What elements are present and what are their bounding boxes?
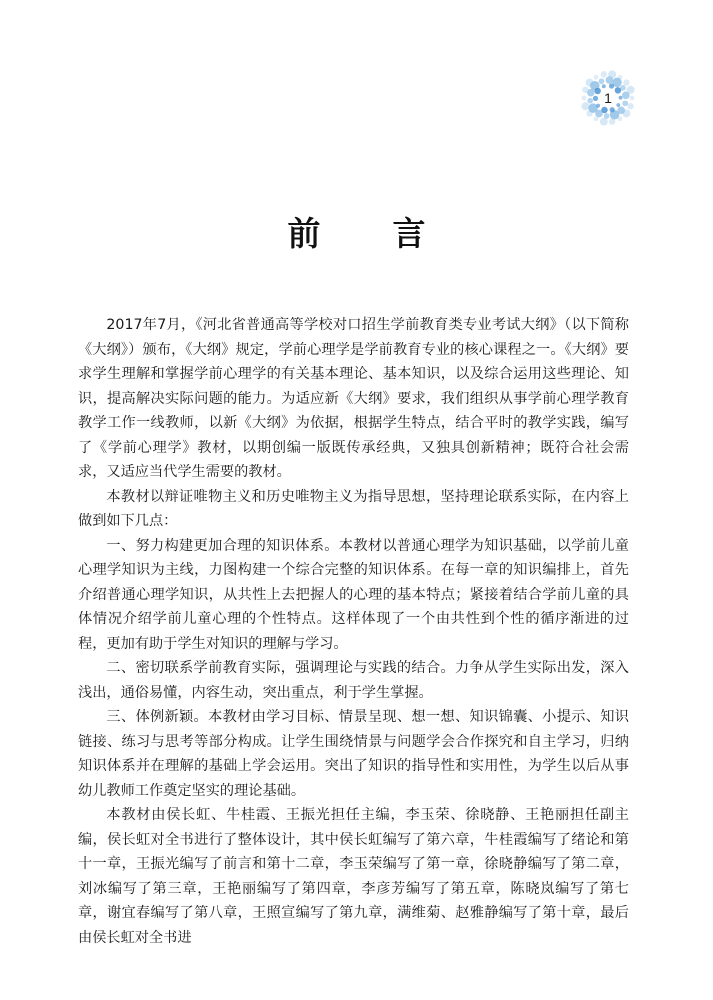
page-number: 1 — [604, 90, 612, 106]
paragraph-authors: 本教材由侯长虹、牛桂霞、王振光担任主编，李玉荣、徐晓静、王艳丽担任副主编，侯长虹对全书进行了整体设计，其中侯长虹编写了第六章，牛桂霞编写了绪论和第十一章，王振光编写了前言和第十二章，李玉荣编写了第一章，徐晓静编写了第二章，刘冰编写了第三章，王艳丽编写了第四章，李彦芳编写了第五章，陈晓岚编写了第七章，谢宜春编写了第八章，王照宣编写了第九章，满维菊、赵雅静编写了第十章，最后由侯长虹对全书进 — [78, 807, 629, 946]
paragraph-intro: 2017年7月，《河北省普通高等学校对口招生学前教育类专业考试大纲》（以下简称《大纲》）颁布，《大纲》规定，学前心理学是学前教育专业的核心课程之一。《大纲》要求学生理解和掌握学前心理学的有关基本理论、基本知识，以及综合运用这些理论、知识，提高解决实际问题的能力。为适应新《大纲》要求，我们组织从事学前心理学教育教学工作一线教师，以新《大纲》为依据，根据学生特点，结合平时的教学实践，编写了《学前心理学》教材，以期创编一版既传承经典，又独具创新精神；既符合社会需求，又适应当代学生需要的教材。 — [78, 317, 629, 480]
paragraph-point-one: 一、努力构建更加合理的知识体系。本教材以普通心理学为知识基础，以学前儿童心理学知识为主线，力图构建一个综合完整的知识体系。在每一章的知识编排上，首先介绍普通心理学知识，从共性上去把握人的心理的基本特点；紧接着结合学前儿童的具体情况介绍学前儿童心理的个性特点。这样体现了一个由共性到个性的循序渐进的过程，更加有助于学生对知识的理解与学习。 — [78, 537, 629, 652]
page-title: 前言 — [287, 214, 498, 253]
page-number-badge — [580, 70, 636, 126]
paragraph-point-three: 三、体例新颖。本教材由学习目标、情景呈现、想一想、知识锦囊、小提示、知识链接、练习与思考等部分构成。让学生围绕情景与问题学会合作探究和自主学习，归纳知识体系并在理解的基础上学会运用。突出了知识的指导性和实用性，为学生以后从事幼儿教师工作奠定坚实的理论基础。 — [78, 709, 629, 799]
paragraph-point-two: 二、密切联系学前教育实际，强调理论与实践的结合。力争从学生实际出发，深入浅出，通俗易懂，内容生动，突出重点，利于学生掌握。 — [78, 660, 629, 701]
preface-body — [78, 313, 629, 950]
paragraph-guideline: 本教材以辩证唯物主义和历史唯物主义为指导思想，坚持理论联系实际，在内容上做到如下几点： — [78, 488, 629, 529]
